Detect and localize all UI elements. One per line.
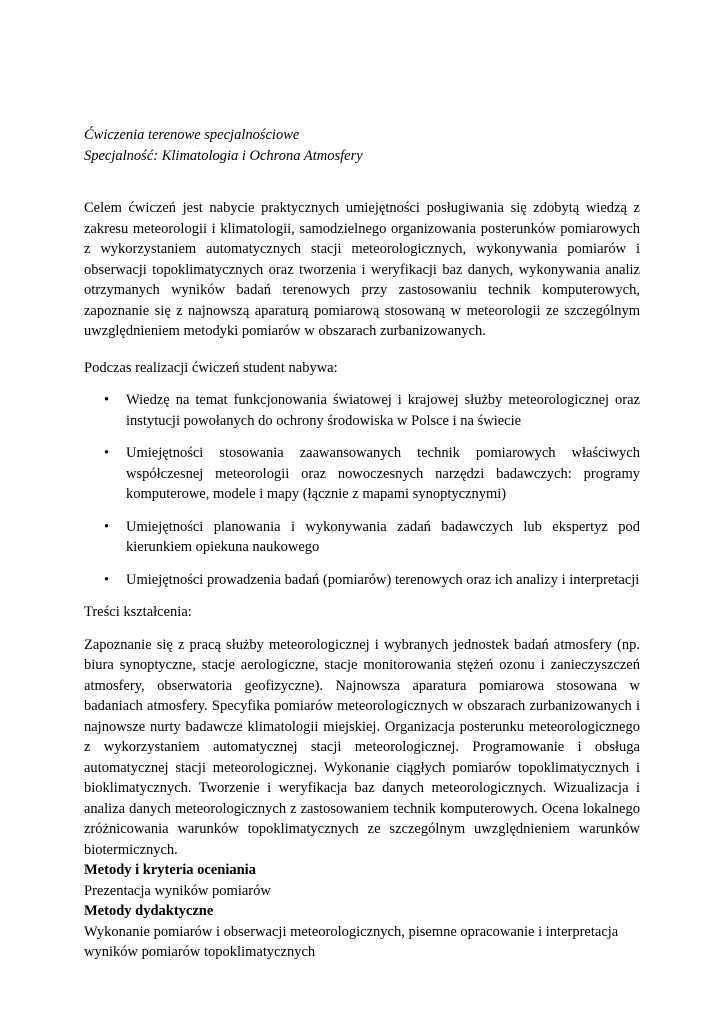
bullet-icon: •	[104, 571, 110, 588]
list-item: • Umiejętności prowadzenia badań (pomiarów) terenowych oraz ich analizy i interpretacji	[84, 570, 640, 591]
content-title: Treści kształcenia:	[84, 604, 192, 620]
content-paragraph: Zapoznanie się z pracą służby meteorologicznej i wybranych jednostek badań atmosfery (np. biura synoptyczne, stacje aerologiczne, stacje monitorowania stężeń ozonu i zanieczyszczeń atmosfery, obserwatoria geofizyczne). Najnowsza aparatura pomiarowa stosowana w badaniach atmosfery. Specyfika pomiarów meteorologicznych w obszarach zurbanizowanych i najnowsze nurty badawcze klimatologii miejskiej. Organizacja posterunku meteorologicznego z wykorzystaniem automatycznej stacji meteorologicznej. Programowanie i obsługa automatycznej stacji meteorologicznej. Wykonanie ciągłych pomiarów topoklimatycznych i bioklimatycznych. Tworzenie i weryfikacja baz danych meteorologicznych. Wizualizacja i analiza danych meteorologicznych z zastosowaniem technik komputerowych. Ocena lokalnego zróżnicowania warunków topoklimatycznych ze szczególnym uwzględnieniem warunków biotermicznych.	[84, 636, 640, 858]
list-item: • Umiejętności planowania i wykonywania zadań badawczych lub ekspertyz pod kierunkiem opiekuna naukowego	[104, 518, 640, 555]
methods-heading: Metody i kryteria oceniania	[84, 862, 256, 878]
document-page	[84, 125, 640, 963]
bullet-icon: •	[104, 392, 110, 408]
outcomes-lead: Podczas realizacji ćwiczeń student nabywa:	[84, 359, 338, 376]
didactic-text: Wykonanie pomiarów i obserwacji meteorologicznych, pisemne opracowanie i interpretacja wyników pomiarów topoklimatycznych	[84, 923, 619, 960]
list-item: • Umiejętności stosowania zaawansowanych technik pomiarowych właściwych współczesnej meteorologii oraz nowoczesnych narzędzi badawczych: programy komputerowe, modele i mapy (łącznie z mapami synoptycznymi)	[104, 445, 640, 502]
list-item: • Wiedzę na temat funkcjonowania światowej i krajowej służby meteorologicznej oraz instytucji powołanych do ochrony środowiska w Polsce i na świecie	[104, 392, 640, 429]
intro-paragraph: Celem ćwiczeń jest nabycie praktycznych umiejętności posługiwania się zdobytą wiedzą z zakresu meteorologii i klimatologii, samodzielnego organizowania posterunków pomiarowych z wykorzystaniem automatycznych stacji meteorologicznych, wykonywania pomiarów i obserwacji topoklimatycznych oraz tworzenia i weryfikacji baz danych, wykonywania analiz otrzymanych wyników badań terenowych przy zastosowaniu technik komputerowych, zapoznanie się z najnowszą aparaturą pomiarową stosowaną w meteorologii ze szczególnym uwzględnieniem metodyki pomiarów w obszarach zurbanizowanych.	[84, 200, 640, 339]
outcomes-list	[84, 390, 640, 590]
bullet-icon: •	[104, 445, 110, 461]
course-title: Ćwiczenia terenowe specjalnościowe	[84, 127, 300, 143]
methods-text: Prezentacja wyników pomiarów	[84, 882, 271, 899]
specialization-title: Specjalność: Klimatologia i Ochrona Atmosfery	[84, 147, 363, 164]
didactic-heading: Metody dydaktyczne	[84, 903, 214, 919]
bullet-icon: •	[104, 518, 110, 535]
